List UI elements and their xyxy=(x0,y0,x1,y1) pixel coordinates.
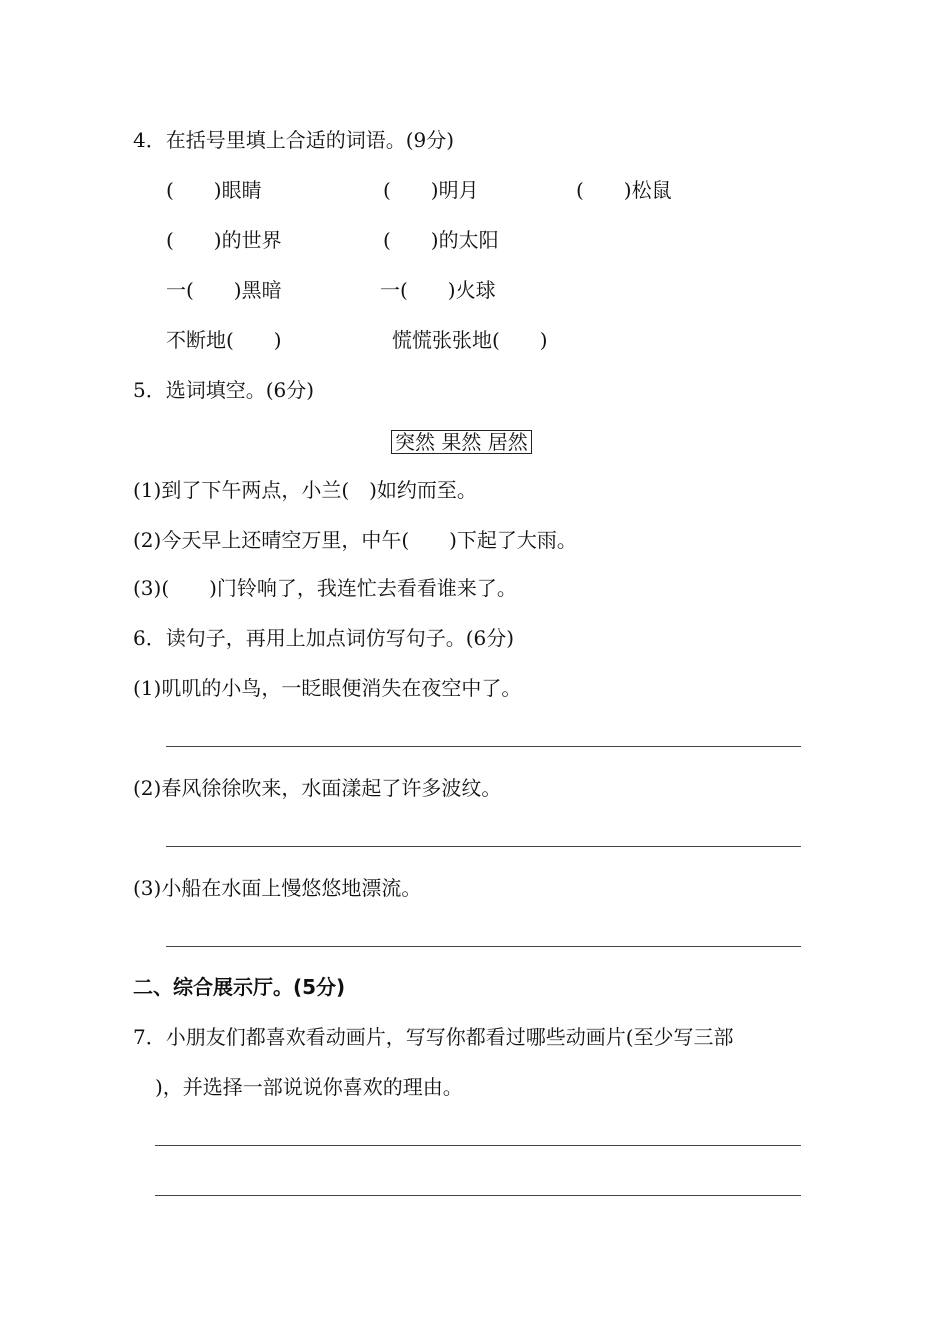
q6-item: (3)小船在水面上慢悠悠地漂流。 xyxy=(133,876,422,900)
answer-line[interactable] xyxy=(166,846,801,847)
q4-cell: ( )的太阳 xyxy=(383,228,499,252)
q4-cell: 慌慌张张地( ) xyxy=(392,328,548,352)
q5-item: (3)( )门铃响了，我连忙去看看谁来了。 xyxy=(133,576,517,600)
q6-item: (2)春风徐徐吹来，水面漾起了许多波纹。 xyxy=(133,776,502,800)
word-box: 突然 果然 居然 xyxy=(391,430,532,454)
q4-cell: ( )的世界 xyxy=(166,228,282,252)
q5-item: (1)到了下午两点，小兰( )如约而至。 xyxy=(133,478,477,502)
section-title: 二、综合展示厅。(5分) xyxy=(133,975,346,999)
q7-line1: 7．小朋友们都喜欢看动画片，写写你都看过哪些动画片(至少写三部 xyxy=(133,1025,734,1049)
answer-line[interactable] xyxy=(155,1195,801,1196)
q6-item: (1)叽叽的小鸟，一眨眼便消失在夜空中了。 xyxy=(133,676,522,700)
q4-cell: 不断地( ) xyxy=(166,328,282,352)
answer-line[interactable] xyxy=(166,946,801,947)
q4-cell: ( )松鼠 xyxy=(576,178,672,202)
q5-title: 5．选词填空。(6分) xyxy=(133,378,315,402)
q4-cell: 一( )黑暗 xyxy=(166,278,282,302)
q6-title: 6．读句子，再用上加点词仿写句子。(6分) xyxy=(133,626,515,650)
answer-line[interactable] xyxy=(155,1145,801,1146)
answer-line[interactable] xyxy=(166,746,801,747)
q4-cell: ( )眼睛 xyxy=(166,178,262,202)
q7-line2: )，并选择一部说说你喜欢的理由。 xyxy=(155,1075,463,1099)
q5-item: (2)今天早上还晴空万里，中午( )下起了大雨。 xyxy=(133,528,577,552)
q4-cell: ( )明月 xyxy=(383,178,479,202)
q4-title: 4．在括号里填上合适的词语。(9分) xyxy=(133,128,455,152)
q4-cell: 一( )火球 xyxy=(380,278,496,302)
